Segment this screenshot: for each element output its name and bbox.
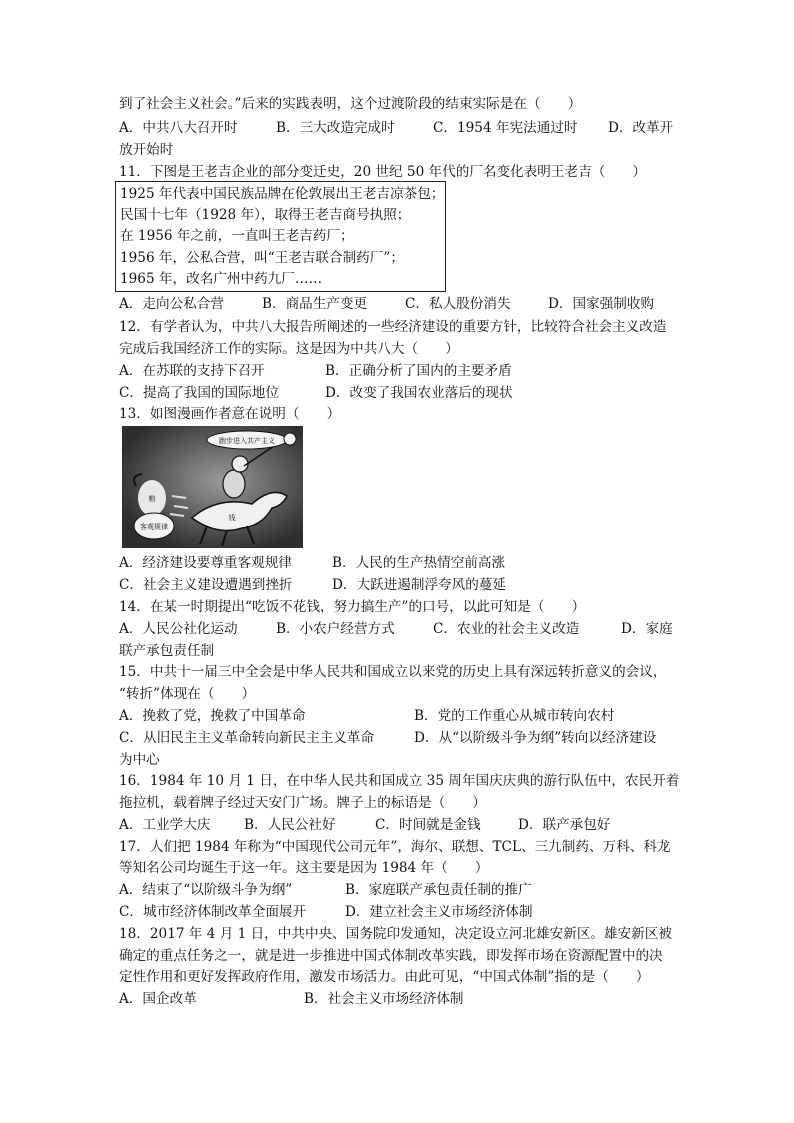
q15-stem-line2: “转折”体现在（ ） xyxy=(119,686,256,702)
q11-material-line: 1925 年代表中国民族品牌在伦敦展出王老吉凉茶包； xyxy=(120,186,445,202)
cartoon-banner-text: 跑步进入共产主义 xyxy=(219,437,275,445)
q17-option-a: A．结束了“以阶级斗争为纲” xyxy=(119,882,293,898)
q12-stem-line1: 12．有学者认为，中共八大报告所阐述的一些经济建设的重要方针，比较符合社会主义改造 xyxy=(119,319,667,335)
q16-stem-line1: 16．1984 年 10 月 1 日，在中华人民共和国成立 35 周年国庆庆典的游行队伍中，农民开着 xyxy=(119,773,680,789)
q10-stem-tail: 到了社会主义社会。”后来的实践表明，这个过渡阶段的结束实际是在（ ） xyxy=(119,96,582,112)
q18-stem-line1: 18．2017 年 4 月 1 日，中共中央、国务院印发通知，决定设立河北雄安新区。雄安新区被 xyxy=(119,926,672,942)
q13-stem: 13．如图漫画作者意在说明（ ） xyxy=(119,406,341,422)
q14-option-a: A．人民公社化运动 xyxy=(119,621,238,637)
cartoon-left-text: 粮 xyxy=(148,495,156,503)
q14-option-d: D．家庭 xyxy=(621,621,673,637)
cartoon-illustration xyxy=(122,426,303,548)
q18-option-b: B．社会主义市场经济体制 xyxy=(304,991,464,1007)
q12-option-d: D．改变了我国农业落后的现状 xyxy=(325,385,513,401)
q11-stem: 11．下图是王老吉企业的部分变迁史，20 世纪 50 年代的厂名变化表明王老吉（ ） xyxy=(119,164,647,180)
q15-option-d-cont: 为中心 xyxy=(119,752,160,768)
q17-stem-line2: 等知名公司均诞生于这一年。这主要是因为 1984 年（ ） xyxy=(119,860,489,876)
q13-option-c: C．社会主义建设遭遇到挫折 xyxy=(119,577,293,593)
q11-option-c: C．私人股份消失 xyxy=(405,296,511,312)
q14-option-c: C．农业的社会主义改造 xyxy=(433,621,580,637)
q17-option-c: C．城市经济体制改革全面展开 xyxy=(119,904,307,920)
q14-option-b: B．小农户经营方式 xyxy=(276,621,395,637)
q18-stem-line3: 定性作用和更好发挥政府作用，激发市场活力。由此可见，“中国式体制”指的是（ ） xyxy=(119,969,650,985)
q13-option-b: B．人民的生产热情空前高涨 xyxy=(332,555,506,571)
carrot-icon xyxy=(284,433,296,445)
rider-shape xyxy=(223,470,245,498)
q10-option-c: C．1954 年宪法通过时 xyxy=(433,120,578,136)
q11-option-d: D．国家强制收购 xyxy=(548,296,655,312)
q11-material-line: 1956 年，公私合营，叫“王老吉联合制药厂”； xyxy=(120,250,404,266)
q15-option-c: C．从旧民主主义革命转向新民主主义革命 xyxy=(119,730,375,746)
q10-option-d: D．改革开 xyxy=(608,120,674,136)
cartoon-oval-text: 客观规律 xyxy=(140,523,168,531)
q15-stem-line1: 15．中共十一届三中全会是中华人民共和国成立以来党的历史上具有深远转折意义的会议， xyxy=(119,664,667,680)
q11-option-b: B．商品生产变更 xyxy=(262,296,368,312)
q13-option-d: D．大跃进遏制浮夸风的蔓延 xyxy=(332,577,507,593)
q18-stem-line2: 确定的重点任务之一，就是进一步推进中国式体制改革实践，即发挥市场在资源配置中的决 xyxy=(119,948,663,964)
q14-option-d-cont: 联产承包责任制 xyxy=(119,643,215,659)
q12-option-c: C．提高了我国的国际地位 xyxy=(119,385,279,401)
q18-option-a: A．国企改革 xyxy=(119,991,197,1007)
q16-option-c: C．时间就是金钱 xyxy=(375,817,481,833)
q17-stem-line1: 17．人们把 1984 年称为“中国现代公司元年”，海尔、联想、TCL、三九制药、万科、科龙 xyxy=(119,839,671,855)
q16-stem-line2: 拖拉机，载着牌子经过天安门广场。牌子上的标语是（ ） xyxy=(119,795,487,811)
q15-option-b: B．党的工作重心从城市转向农村 xyxy=(414,708,615,724)
q15-option-d: D．从“以阶级斗争为纲”转向以经济建设 xyxy=(414,730,657,746)
q11-material-line: 1965 年，改名广州中药九厂…… xyxy=(120,271,323,287)
q17-option-b: B．家庭联产承包责任制的推广 xyxy=(345,882,532,898)
q16-option-d: D．联产承包好 xyxy=(518,817,611,833)
q15-option-a: A．挽救了党，挽救了中国革命 xyxy=(119,708,306,724)
q11-material-line: 在 1956 年之前，一直叫王老吉药厂； xyxy=(120,228,354,244)
q12-option-b: B．正确分析了国内的主要矛盾 xyxy=(325,363,512,379)
q12-stem-line2: 完成后我国经济工作的实际。这是因为中共八大（ ） xyxy=(119,341,459,357)
q12-option-a: A．在苏联的支持下召开 xyxy=(119,363,265,379)
q16-option-a: A．工业学大庆 xyxy=(119,817,211,833)
q10-option-a: A．中共八大召开时 xyxy=(119,120,238,136)
q17-option-d: D．建立社会主义市场经济体制 xyxy=(345,904,533,920)
q16-option-b: B．人民公社好 xyxy=(244,817,336,833)
cartoon-horse-text: 钱 xyxy=(228,514,236,522)
q14-stem: 14．在某一时期提出“吃饭不花钱，努力搞生产”的口号，以此可知是（ ） xyxy=(119,599,586,615)
q11-material-line: 民国十七年（1928 年），取得王老吉商号执照； xyxy=(120,207,411,223)
q10-option-d-cont: 放开始时 xyxy=(119,142,174,158)
rider-head xyxy=(232,456,248,472)
q11-option-a: A．走向公私合营 xyxy=(119,296,224,312)
q13-option-a: A．经济建设要尊重客观规律 xyxy=(119,555,292,571)
q10-option-b: B．三大改造完成时 xyxy=(276,120,395,136)
q11-material-box xyxy=(115,181,446,292)
